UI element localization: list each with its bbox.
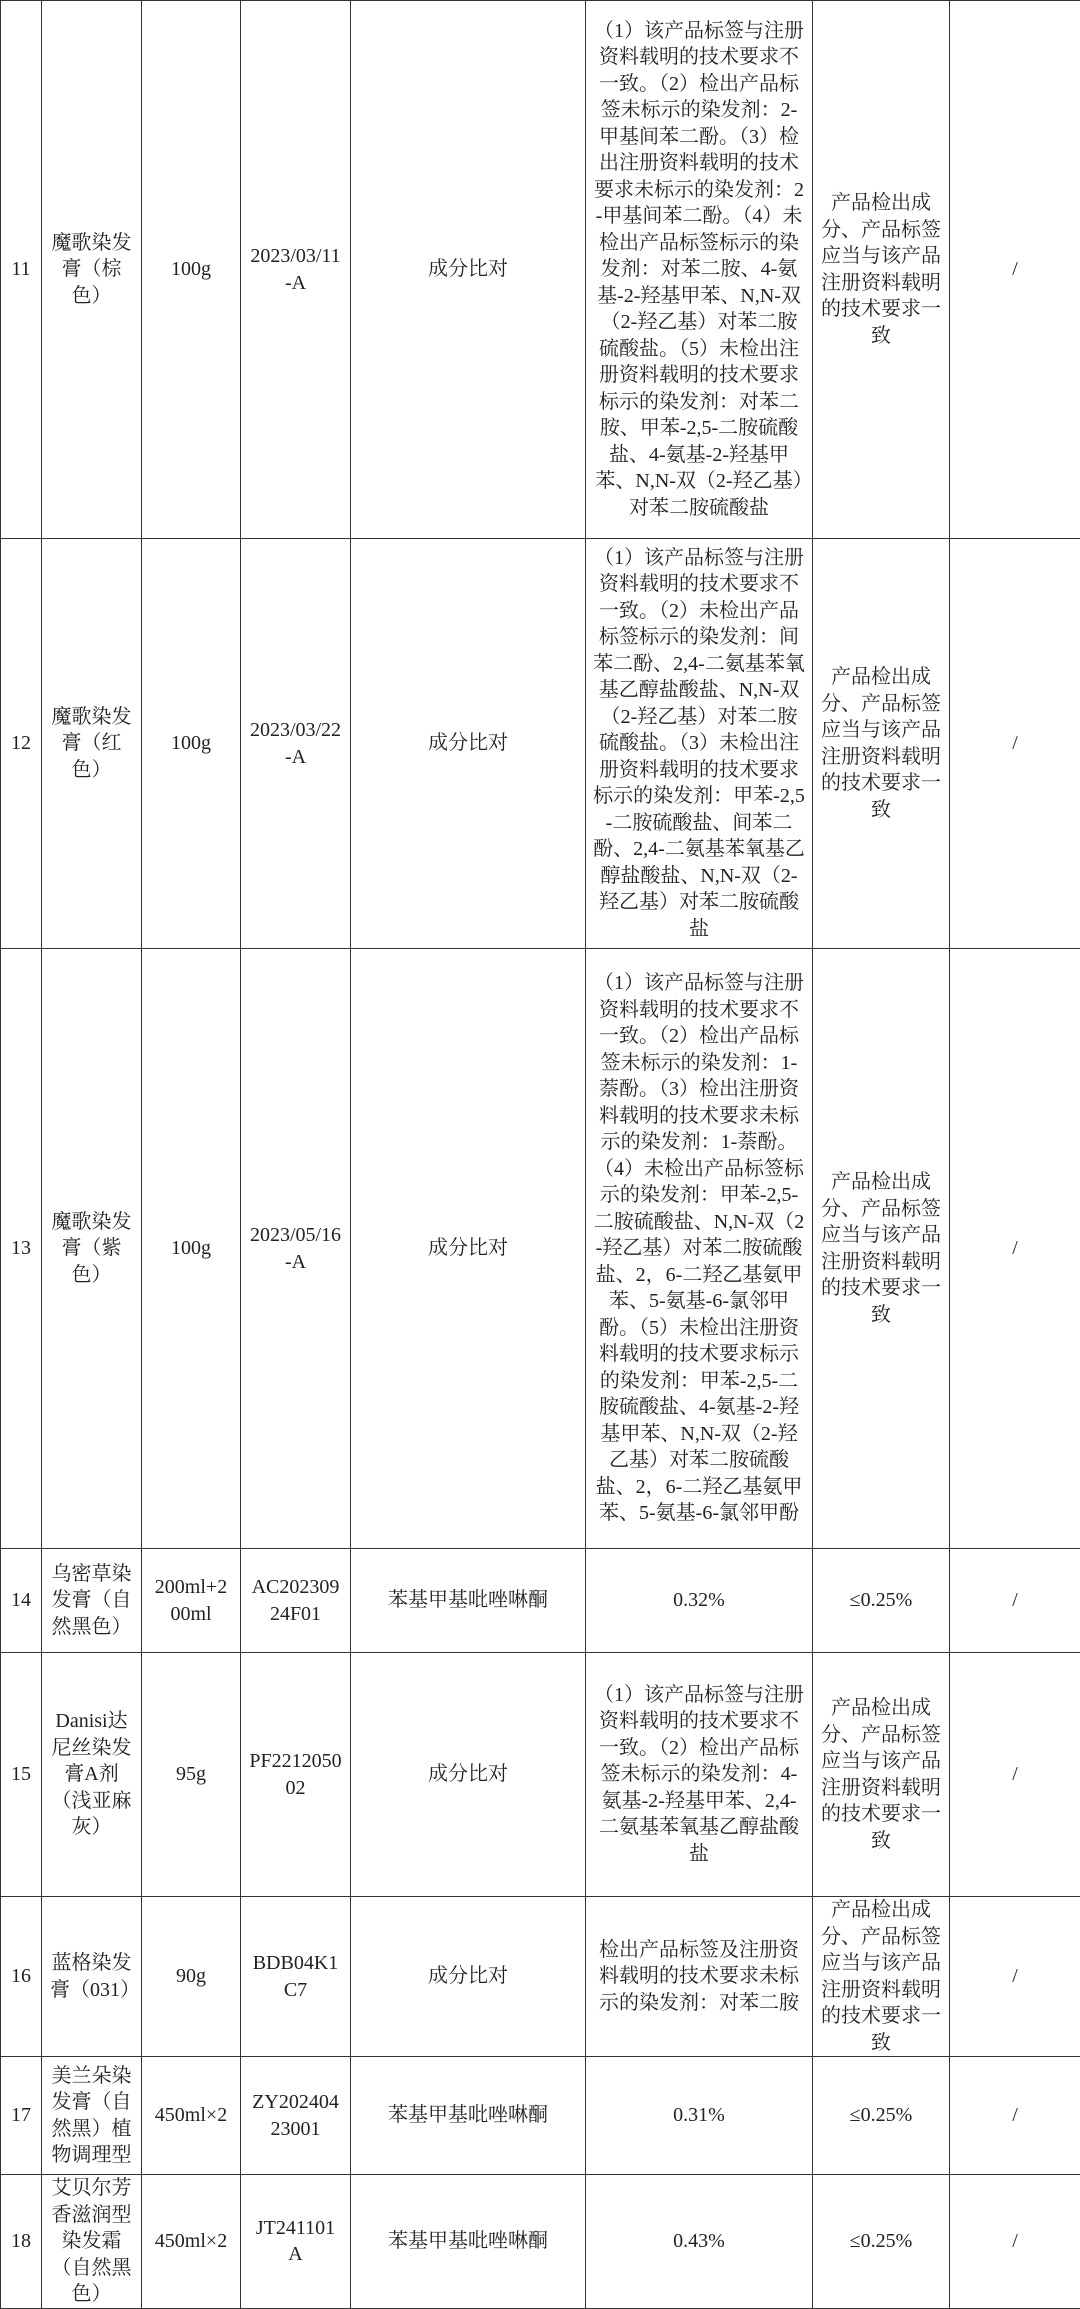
test-result: （1）该产品标签与注册资料载明的技术要求不一致。（2）检出产品标签未标示的染发剂：2-甲基间苯二酚。（3）检出注册资料载明的技术要求未标示的染发剂：2-甲基间苯二酚。（4）未检出产品标签标示的染发剂：对苯二胺、4-氨基-2-羟基甲苯、N,N-双（2-羟乙基）对苯二胺硫酸盐。（5）未检出注册资料载明的技术要求标示的染发剂：对苯二胺、甲苯-2,5-二胺硫酸盐、4-氨基-2-羟基甲苯、N,N-双（2-羟乙基）对苯二胺硫酸盐 [586,1,813,539]
remark: / [950,2175,1080,2309]
standard-requirement: 产品检出成分、产品标签应当与该产品注册资料载明的技术要求一致 [813,1653,950,1897]
row-number: 15 [1,1653,42,1897]
product-name: 蓝格染发膏（031） [42,1897,142,2057]
row-number: 17 [1,2057,42,2175]
test-result: 检出产品标签及注册资料载明的技术要求未标示的染发剂：对苯二胺 [586,1897,813,2057]
standard-requirement: 产品检出成分、产品标签应当与该产品注册资料载明的技术要求一致 [813,949,950,1549]
product-name: 艾贝尔芳香滋润型染发霜（自然黑色） [42,2175,142,2309]
test-item: 成分比对 [351,539,586,949]
product-spec: 100g [142,539,241,949]
test-result: 0.43% [586,2175,813,2309]
product-name: 魔歌染发膏（紫色） [42,949,142,1549]
test-result: 0.32% [586,1549,813,1653]
test-item: 苯基甲基吡唑啉酮 [351,2057,586,2175]
table-row [1,949,1080,1549]
product-spec: 200ml+200ml [142,1549,241,1653]
batch-number: 2023/05/16-A [241,949,351,1549]
row-number: 11 [1,1,42,539]
row-number: 12 [1,539,42,949]
test-item: 成分比对 [351,1653,586,1897]
test-result: （1）该产品标签与注册资料载明的技术要求不一致。（2）未检出产品标签标示的染发剂：间苯二酚、2,4-二氨基苯氧基乙醇盐酸盐、N,N-双（2-羟乙基）对苯二胺硫酸盐。（3）未检出注册资料载明的技术要求标示的染发剂：甲苯-2,5-二胺硫酸盐、间苯二酚、2,4-二氨基苯氧基乙醇盐酸盐、N,N-双（2-羟乙基）对苯二胺硫酸盐 [586,539,813,949]
test-item: 成分比对 [351,1,586,539]
product-name: 美兰朵染发膏（自然黑）植物调理型 [42,2057,142,2175]
product-spec: 95g [142,1653,241,1897]
standard-requirement: 产品检出成分、产品标签应当与该产品注册资料载明的技术要求一致 [813,539,950,949]
batch-number: BDB04K1C7 [241,1897,351,2057]
product-spec: 450ml×2 [142,2175,241,2309]
table-row [1,2057,1080,2175]
standard-requirement: ≤0.25% [813,2057,950,2175]
test-item: 苯基甲基吡唑啉酮 [351,2175,586,2309]
batch-number: ZY20240423001 [241,2057,351,2175]
product-spec: 100g [142,1,241,539]
remark: / [950,1653,1080,1897]
row-number: 16 [1,1897,42,2057]
product-name: 魔歌染发膏（红色） [42,539,142,949]
remark: / [950,1549,1080,1653]
remark: / [950,1,1080,539]
batch-number: AC20230924F01 [241,1549,351,1653]
batch-number: 2023/03/22-A [241,539,351,949]
product-name: 魔歌染发膏（棕色） [42,1,142,539]
batch-number: JT241101A [241,2175,351,2309]
standard-requirement: ≤0.25% [813,1549,950,1653]
remark: / [950,1897,1080,2057]
test-item: 苯基甲基吡唑啉酮 [351,1549,586,1653]
remark: / [950,949,1080,1549]
table-row [1,2175,1080,2309]
product-name: Danisi达尼丝染发膏A剂（浅亚麻灰） [42,1653,142,1897]
test-result: 0.31% [586,2057,813,2175]
product-spec: 100g [142,949,241,1549]
product-spec: 450ml×2 [142,2057,241,2175]
remark: / [950,539,1080,949]
test-result: （1）该产品标签与注册资料载明的技术要求不一致。（2）检出产品标签未标示的染发剂：4-氨基-2-羟基甲苯、2,4-二氨基苯氧基乙醇盐酸盐 [586,1653,813,1897]
product-spec: 90g [142,1897,241,2057]
test-item: 成分比对 [351,949,586,1549]
table-row [1,1549,1080,1653]
product-name: 乌密草染发膏（自然黑色） [42,1549,142,1653]
standard-requirement: 产品检出成分、产品标签应当与该产品注册资料载明的技术要求一致 [813,1,950,539]
test-result: （1）该产品标签与注册资料载明的技术要求不一致。（2）检出产品标签未标示的染发剂：1-萘酚。（3）检出注册资料载明的技术要求未标示的染发剂：1-萘酚。（4）未检出产品标签标示的染发剂：甲苯-2,5-二胺硫酸盐、N,N-双（2-羟乙基）对苯二胺硫酸盐、2，6-二羟乙基氨甲苯、5-氨基-6-氯邻甲酚。（5）未检出注册资料载明的技术要求标示的染发剂：甲苯-2,5-二胺硫酸盐、4-氨基-2-羟基甲苯、N,N-双（2-羟乙基）对苯二胺硫酸盐、2，6-二羟乙基氨甲苯、5-氨基-6-氯邻甲酚 [586,949,813,1549]
row-number: 14 [1,1549,42,1653]
standard-requirement: ≤0.25% [813,2175,950,2309]
row-number: 13 [1,949,42,1549]
test-item: 成分比对 [351,1897,586,2057]
table-row [1,1897,1080,2057]
standard-requirement: 产品检出成分、产品标签应当与该产品注册资料载明的技术要求一致 [813,1897,950,2057]
remark: / [950,2057,1080,2175]
table-row [1,1653,1080,1897]
row-number: 18 [1,2175,42,2309]
batch-number: 2023/03/11-A [241,1,351,539]
table-row [1,1,1080,539]
batch-number: PF221205002 [241,1653,351,1897]
table-row [1,539,1080,949]
